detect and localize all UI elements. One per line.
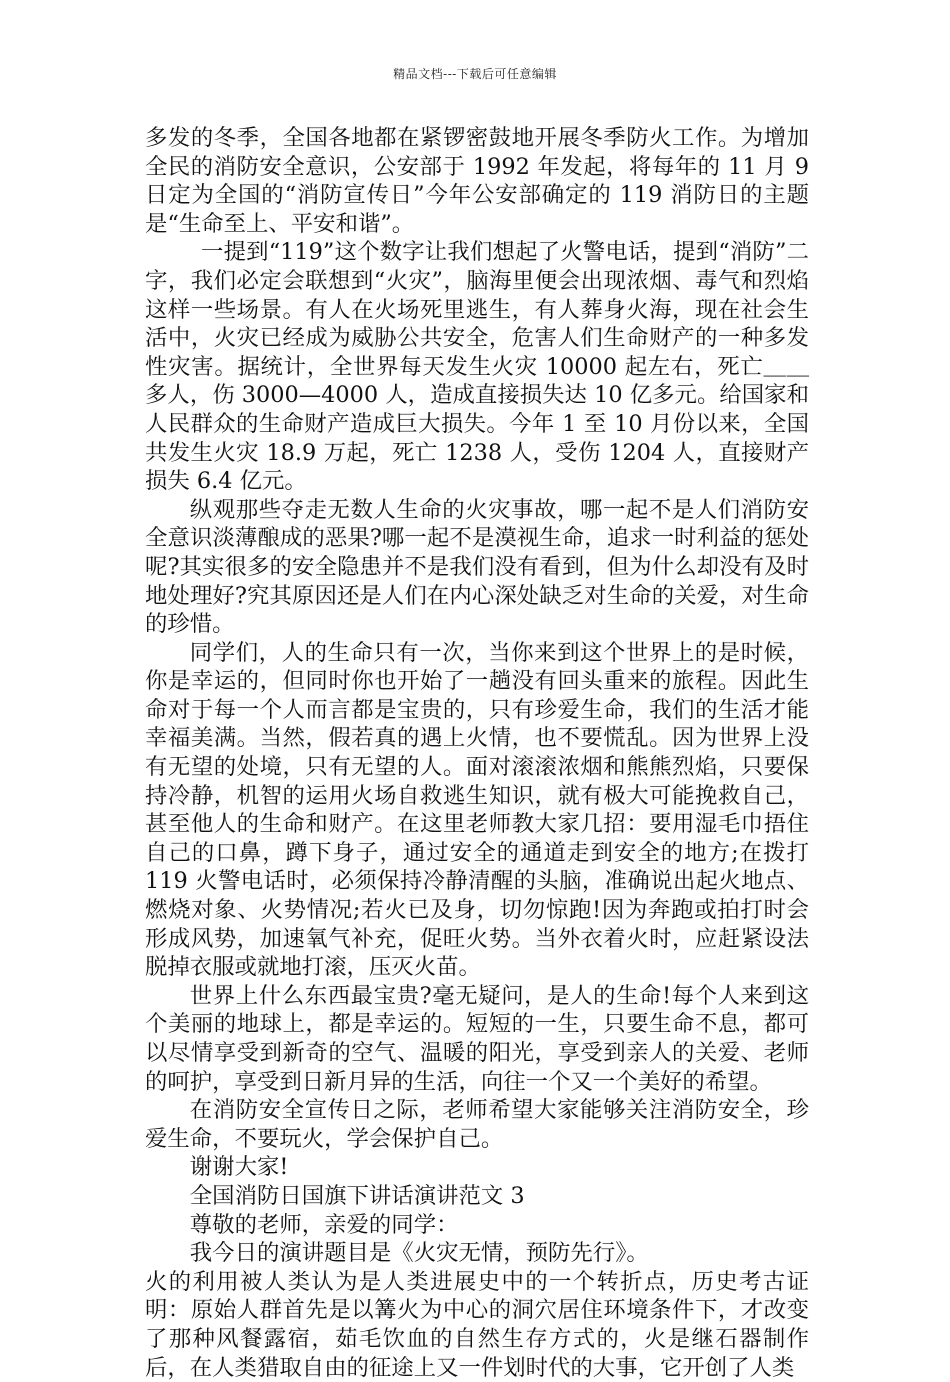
paragraph-fire-accidents: 纵观那些夺走无数人生命的火灾事故，哪一起不是人们消防安全意识淡薄酿成的恶果?哪一起不是漠视生命，追求一时利益的惩处呢?其实很多的安全隐患并不是我们没有看到，但为什么却没有及时地处理好?究其原因还是人们在内心深处缺乏对生命的关爱，对生命的珍惜。 bbox=[145, 496, 809, 638]
paragraph-teacher-hope: 在消防安全宣传日之际，老师希望大家能够关注消防安全，珍爱生命，不要玩火，学会保护自己。 bbox=[145, 1097, 809, 1152]
page-header: 精品文档---下载后可任意编辑 bbox=[393, 67, 557, 81]
paragraph-speech-topic: 我今日的演讲题目是《火灾无情，预防先行》。 bbox=[189, 1240, 649, 1267]
document-body bbox=[145, 124, 809, 1382]
paragraph-life-precious: 世界上什么东西最宝贵?毫无疑问，是人的生命!每个人来到这个美丽的地球上，都是幸运的。短短的一生，只要生命不息，都可以尽情享受到新奇的空气、温暖的阳光，享受到亲人的关爱、老师的呵护，享受到日新月异的生活，向往一个又一个美好的希望。 bbox=[145, 982, 809, 1095]
paragraph-greeting: 尊敬的老师，亲爱的同学： bbox=[189, 1211, 459, 1238]
paragraph-fire-history: 火的利用被人类认为是人类进展史中的一个转折点，历史考古证明：原始人群首先是以篝火为中心的洞穴居住环境条件下，才改变了那种风餐露宿，茹毛饮血的自然生存方式的，火是继石器制作后，在人类猎取自由的征途上又一件划时代的大事，它开创了人类 bbox=[145, 1268, 809, 1381]
paragraph-intro: 多发的冬季，全国各地都在紧锣密鼓地开展冬季防火工作。为增加全民的消防安全意识，公安部于 1992 年发起，将每年的 11 月 9 日定为全国的“消防宣传日”今年公安部确定的 119 消防日的主题是“生命至上、平安和谐”。 bbox=[145, 125, 809, 237]
paragraph-thanks: 谢谢大家! bbox=[189, 1154, 289, 1181]
section-title: 全国消防日国旗下讲话演讲范文 3 bbox=[189, 1182, 525, 1209]
paragraph-119-statistics: 一提到“119”这个数字让我们想起了火警电话，提到“消防”二字，我们必定会联想到“火灾”，脑海里便会出现浓烟、毒气和烈焰这样一些场景。有人在火场死里逃生，有人葬身火海，现在社会生活中，火灾已经成为威胁公共安全，危害人们生命财产的一种多发性灾害。据统计，全世界每天发生火灾 10000 起左右，死亡＿＿多人，伤 3000—4000 人，造成直接损失达 10 亿多元。给国家和人民群众的生命财产造成巨大损失。今年 1 至 10 月份以来，全国共发生火灾 18.9 万起，死亡 1238 人，受伤 1204 人，直接财产损失 6.4 亿元。 bbox=[145, 239, 809, 495]
paragraph-self-rescue: 同学们，人的生命只有一次，当你来到这个世界上的是时候，你是幸运的，但同时你也开始了一趟没有回头重来的旅程。因此生命对于每一个人而言都是宝贵的，只有珍爱生命，我们的生活才能幸福美满。当然，假若真的遇上火情，也不要慌乱。因为世界上没有无望的处境，只有无望的人。面对滚滚浓烟和熊熊烈焰，只要保持冷静，机智的运用火场自救逃生知识，就有极大可能挽救自己，甚至他人的生命和财产。在这里老师教大家几招：要用湿毛巾捂住自己的口鼻，蹲下身子，通过安全的通道走到安全的地方;在拨打 119 火警电话时，必须保持冷静清醒的头脑，准确说出起火地点、燃烧对象、火势情况;若火已及身，切勿惊跑!因为奔跑或拍打时会形成风势，加速氧气补充，促旺火势。当外衣着火时，应赶紧设法脱掉衣服或就地打滚，压灭火苗。 bbox=[145, 639, 809, 981]
